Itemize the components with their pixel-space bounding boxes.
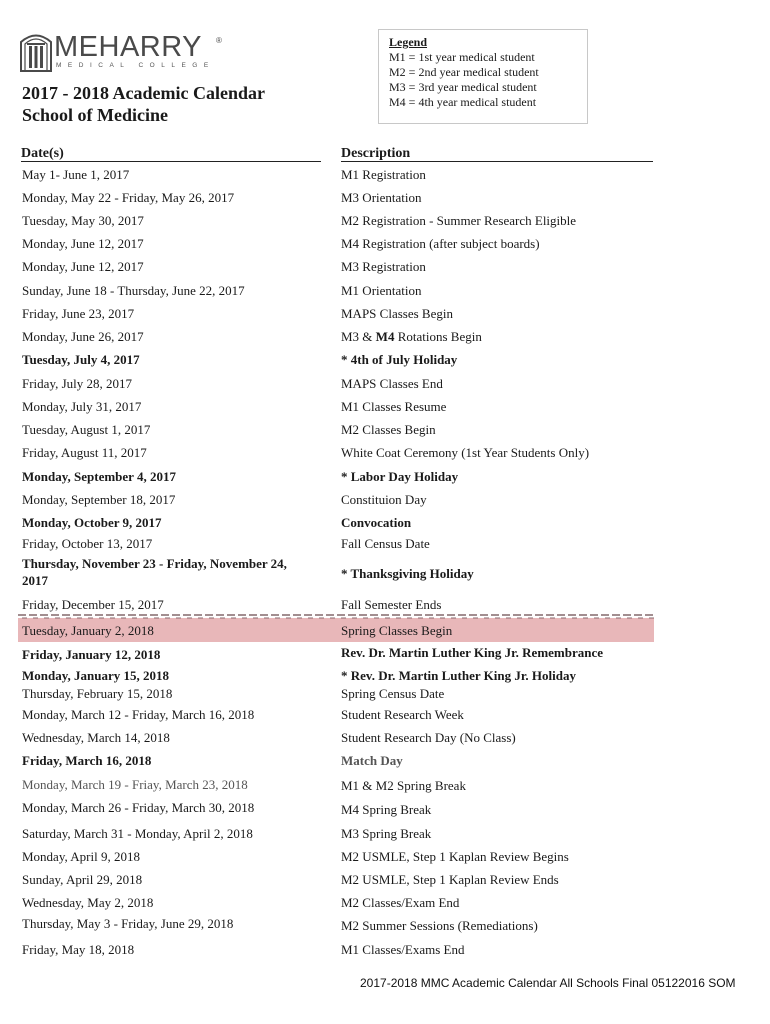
row-date: Monday, June 26, 2017 <box>22 329 144 344</box>
row-description: M2 USMLE, Step 1 Kaplan Review Ends <box>341 872 559 887</box>
row-description: Rev. Dr. Martin Luther King Jr. Remembrance <box>341 645 604 660</box>
row-description <box>341 328 661 345</box>
row-description: Convocation <box>341 515 412 530</box>
row-date: Sunday, April 29, 2018 <box>22 872 143 887</box>
row-description: M1 Registration <box>341 167 426 182</box>
row-date: Wednesday, May 2, 2018 <box>22 895 154 910</box>
footer-text: 2017-2018 MMC Academic Calendar All Schools Final 05122016 SOM <box>360 976 736 990</box>
row-date: Monday, October 9, 2017 <box>22 515 162 530</box>
row-description: M4 Registration (after subject boards) <box>341 236 540 251</box>
row-date: Tuesday, May 30, 2017 <box>22 213 144 228</box>
page-tear-divider <box>18 612 654 620</box>
row-date <box>22 555 322 589</box>
row-date: Monday, July 31, 2017 <box>22 399 142 414</box>
row-date: Tuesday, August 1, 2017 <box>22 422 151 437</box>
row-date: Monday, September 18, 2017 <box>22 492 176 507</box>
row-description: M2 Registration - Summer Research Eligible <box>341 213 577 228</box>
row-date: Friday, December 15, 2017 <box>22 597 164 612</box>
building-icon <box>20 28 52 72</box>
row-date: Friday, June 23, 2017 <box>22 306 135 321</box>
dates-column-header: Date(s) <box>21 146 321 162</box>
row-description: M1 Classes Resume <box>341 399 447 414</box>
row-description: M2 Classes/Exam End <box>341 895 460 910</box>
description-column-header: Description <box>341 146 653 162</box>
row-description: * Thanksgiving Holiday <box>341 566 474 581</box>
row-description: * 4th of July Holiday <box>341 352 458 367</box>
row-description: Fall Census Date <box>341 536 430 551</box>
row-description: * Labor Day Holiday <box>341 469 459 484</box>
desc-part: M3 & <box>341 329 376 344</box>
row-description: * Rev. Dr. Martin Luther King Jr. Holiday <box>341 668 576 683</box>
row-description: M2 Summer Sessions (Remediations) <box>341 918 538 933</box>
title-line-2: School of Medicine <box>22 105 168 125</box>
row-description: M1 Classes/Exams End <box>341 942 465 957</box>
row-description: MAPS Classes Begin <box>341 306 453 321</box>
row-date: Friday, May 18, 2018 <box>22 942 135 957</box>
row-date: Monday, March 26 - Friday, March 30, 2018 <box>22 800 255 815</box>
row-description: Match Day <box>341 753 403 768</box>
logo-registered-mark: ® <box>216 36 222 45</box>
row-date: Friday, August 11, 2017 <box>22 445 147 460</box>
row-description: Student Research Week <box>341 707 464 722</box>
row-date: Monday, June 12, 2017 <box>22 259 144 274</box>
row-date: Monday, May 22 - Friday, May 26, 2017 <box>22 190 235 205</box>
logo-wordmark: MEHARRY <box>54 31 202 63</box>
row-date: Thursday, May 3 - Friday, June 29, 2018 <box>22 916 234 931</box>
row-description: M4 Spring Break <box>341 802 432 817</box>
row-description: Fall Semester Ends <box>341 597 442 612</box>
row-date-line: 2017 <box>22 573 48 588</box>
row-description: M3 Registration <box>341 259 426 274</box>
meharry-logo <box>20 28 230 74</box>
row-date: Monday, March 19 - Friay, March 23, 2018 <box>22 777 248 792</box>
row-description: M1 Orientation <box>341 283 422 298</box>
row-date: Monday, September 4, 2017 <box>22 469 176 484</box>
row-date-line: Thursday, November 23 - Friday, November 24, <box>22 556 287 571</box>
row-description: Spring Classes Begin <box>341 623 453 638</box>
row-date: Monday, January 15, 2018 <box>22 668 169 683</box>
row-description: M1 & M2 Spring Break <box>341 778 466 793</box>
row-date: Friday, January 12, 2018 <box>22 647 161 662</box>
row-description: Student Research Day (No Class) <box>341 730 516 745</box>
desc-part-bold: M4 <box>375 329 395 344</box>
row-date: Monday, June 12, 2017 <box>22 236 144 251</box>
row-date: Monday, April 9, 2018 <box>22 849 140 864</box>
legend-item: M1 = 1st year medical student <box>389 50 535 64</box>
row-description: White Coat Ceremony (1st Year Students Only) <box>341 445 590 460</box>
legend-title: Legend <box>389 35 428 49</box>
row-date: Thursday, February 15, 2018 <box>22 686 173 701</box>
logo-subtitle: MEDICAL COLLEGE <box>56 62 215 69</box>
row-description: M2 USMLE, Step 1 Kaplan Review Begins <box>341 849 569 864</box>
desc-part: Rotations Begin <box>394 329 482 344</box>
title-line-1: 2017 - 2018 Academic Calendar <box>22 83 265 103</box>
row-description: Spring Census Date <box>341 686 445 701</box>
legend-item: M3 = 3rd year medical student <box>389 80 537 94</box>
row-date: Monday, March 12 - Friday, March 16, 2018 <box>22 707 255 722</box>
row-date: Friday, July 28, 2017 <box>22 376 133 391</box>
row-date: Friday, October 13, 2017 <box>22 536 153 551</box>
row-date: Friday, March 16, 2018 <box>22 753 152 768</box>
row-date: Saturday, March 31 - Monday, April 2, 2018 <box>22 826 253 841</box>
legend-item: M2 = 2nd year medical student <box>389 65 539 79</box>
legend-item: M4 = 4th year medical student <box>389 95 537 109</box>
row-date: Wednesday, March 14, 2018 <box>22 730 170 745</box>
row-description: M3 Spring Break <box>341 826 432 841</box>
row-description: MAPS Classes End <box>341 376 443 391</box>
row-date: Tuesday, July 4, 2017 <box>22 352 140 367</box>
page-title <box>22 82 265 126</box>
row-description: Constituion Day <box>341 492 427 507</box>
legend-box <box>378 29 588 124</box>
row-description: M3 Orientation <box>341 190 422 205</box>
row-date: Sunday, June 18 - Thursday, June 22, 2017 <box>22 283 245 298</box>
row-description: M2 Classes Begin <box>341 422 436 437</box>
row-date: May 1- June 1, 2017 <box>22 167 130 182</box>
row-date: Tuesday, January 2, 2018 <box>22 623 154 638</box>
